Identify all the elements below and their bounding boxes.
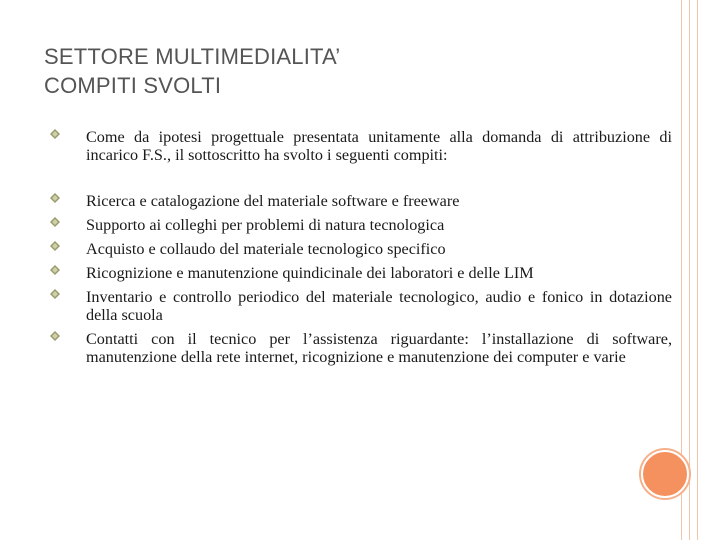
list-item bbox=[50, 330, 672, 366]
list-item-text: Ricerca e catalogazione del materiale software e freeware bbox=[86, 192, 460, 210]
list-item bbox=[50, 128, 672, 164]
diamond-bullet-icon bbox=[50, 129, 60, 139]
list-item bbox=[50, 240, 672, 258]
diamond-bullet-icon bbox=[50, 217, 60, 227]
diamond-bullet-icon bbox=[50, 193, 60, 203]
list-item-text: Contatti con il tecnico per l’assistenza riguardante: l’installazione di software, manutenzione della rete internet, ricognizione e manutenzione dei computer e varie bbox=[86, 330, 672, 366]
list-item-text: Inventario e controllo periodico del materiale tecnologico, audio e fonico in dotazione della scuola bbox=[86, 288, 672, 324]
list-item bbox=[50, 288, 672, 324]
list-item-text: Supporto ai colleghi per problemi di natura tecnologica bbox=[86, 216, 445, 234]
diamond-bullet-icon bbox=[50, 265, 60, 275]
list-item-text: Ricognizione e manutenzione quindicinale dei laboratori e delle LIM bbox=[86, 264, 534, 282]
decorative-rule bbox=[697, 0, 698, 540]
diamond-bullet-icon bbox=[50, 241, 60, 251]
title-line: SETTORE MULTIMEDIALITA’ bbox=[44, 44, 341, 69]
decorative-circle bbox=[641, 450, 689, 498]
list-item-text: Come da ipotesi progettuale presentata unitamente alla domanda di attribuzione di incarico F.S., il sottoscritto ha svolto i seguenti compiti: bbox=[86, 128, 672, 164]
diamond-bullet-icon bbox=[50, 331, 60, 341]
decorative-rule bbox=[689, 0, 690, 540]
slide-title bbox=[44, 42, 644, 100]
list-item bbox=[50, 264, 672, 282]
list-item-text: Acquisto e collaudo del materiale tecnologico specifico bbox=[86, 240, 446, 258]
list-item bbox=[50, 216, 672, 234]
list-item bbox=[50, 192, 672, 210]
diamond-bullet-icon bbox=[50, 289, 60, 299]
content-list bbox=[50, 128, 672, 366]
title-line: COMPITI SVOLTI bbox=[44, 73, 222, 98]
